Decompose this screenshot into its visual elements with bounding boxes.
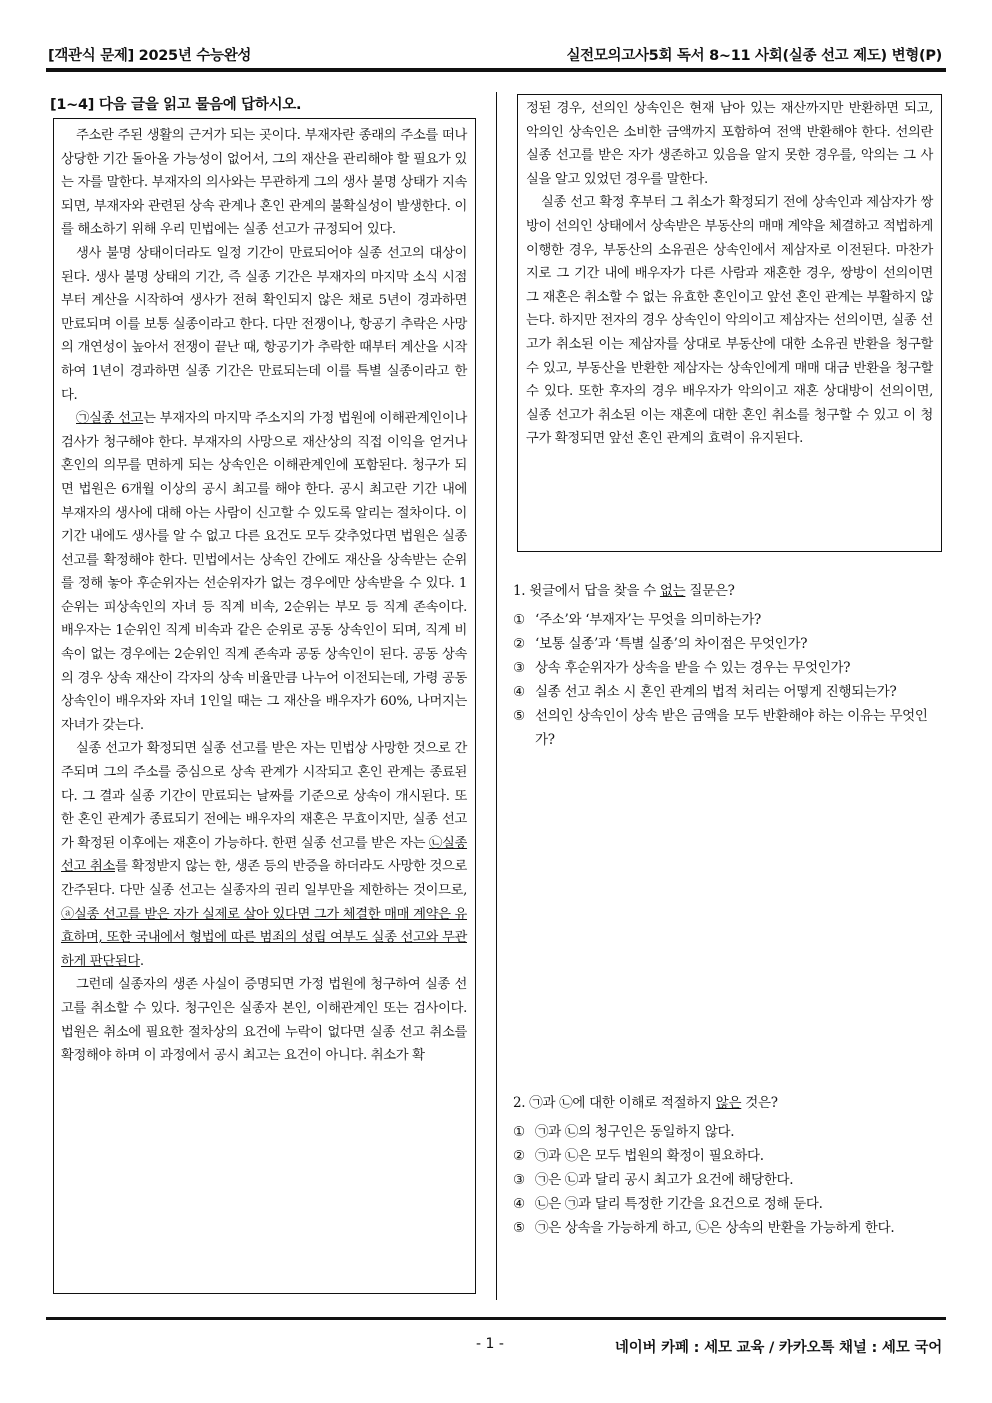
- question-2-choice-4[interactable]: [513, 1192, 941, 1216]
- top-rule: [46, 68, 946, 72]
- choice-text: 실종 선고 취소 시 혼인 관계의 법적 처리는 어떻게 진행되는가?: [535, 684, 897, 700]
- choice-text: ‘보통 실종’과 ‘특별 실종’의 차이점은 무엇인가?: [535, 636, 808, 652]
- question-2-choice-1[interactable]: [513, 1120, 941, 1144]
- choice-number: ②: [513, 636, 525, 652]
- passage-paragraph-4: [61, 737, 467, 973]
- underlined-sentence-a: ⓐ실종 선고를 받은 자가 실제로 살아 있다면 그가 체결한 매매 계약은 유효하며, 또한 국내에서 형법에 따른 범죄의 성립 여부도 실종 선고와 무관하게 판단된다: [61, 906, 467, 969]
- choice-text: 상속 후순위자가 상속을 받을 수 있는 경우는 무엇인가?: [535, 660, 851, 676]
- passage-paragraph-1: 주소란 주된 생활의 근거가 되는 곳이다. 부재자란 종래의 주소를 떠나 상당한 기간 돌아올 가능성이 없어서, 그의 재산을 관리해야 할 필요가 있는 자를 말한다. 부재자의 의사와는 무관하게 그의 생사 불명 상태가 지속되면, 부재자와 관련된 상속 관계나 혼인 관계의 불확실성이 발생한다. 이를 해소하기 위해 우리 민법에는 실종 선고가 규정되어 있다.: [61, 128, 467, 238]
- choice-text: ‘주소’와 ‘부재자’는 무엇을 의미하는가?: [535, 612, 761, 628]
- passage-paragraph-5: 그런데 실종자의 생존 사실이 증명되면 가정 법원에 청구하여 실종 선고를 취소할 수 있다. 청구인은 실종자 본인, 이해관계인 또는 검사이다. 법원은 취소에 필요한 절차상의 요건에 누락이 없다면 실종 선고 취소를 확정해야 하며 이 과정에서 공시 최고는 요건이 아니다. 취소가 확: [61, 977, 467, 1064]
- page-number: - 1 -: [476, 1336, 504, 1352]
- header-title-right: 실전모의고사5회 독서 8~11 사회(실종 선고 제도) 변형(P): [566, 48, 942, 64]
- underlined-term-a: ㉠실종 선고: [76, 411, 144, 427]
- question-1-stem-pre: 1. 윗글에서 답을 찾을 수: [513, 583, 660, 599]
- question-1-choice-2[interactable]: [513, 632, 941, 656]
- question-1-choice-4[interactable]: [513, 680, 941, 704]
- question-2: [513, 1091, 941, 1240]
- choice-number: ⑤: [513, 708, 525, 724]
- choice-number: ③: [513, 1172, 525, 1188]
- choice-text: ㉠과 ㉡은 모두 법원의 확정이 필요하다.: [535, 1148, 764, 1164]
- choice-text: ㉠은 상속을 가능하게 하고, ㉡은 상속의 반환을 가능하게 한다.: [535, 1220, 895, 1236]
- question-1-stem-post: 질문은?: [685, 583, 735, 599]
- instruction: [1~4] 다음 글을 읽고 물음에 답하시오.: [50, 97, 302, 113]
- choice-number: ④: [513, 684, 525, 700]
- passage-paragraph-4-end: .: [139, 953, 144, 969]
- passage-paragraph-3-body: 는 부재자의 마지막 주소지의 가정 법원에 이해관계인이나 검사가 청구해야 한다. 부재자의 사망으로 재산상의 직접 이익을 얻거나 혼인의 의무를 면하게 되는 상속인은 이해관계인에 포함된다. 청구가 되면 법원은 6개월 이상의 공시 최고를 해야 한다. 공시 최고란 기간 내에 부재자의 생사에 대해 아는 사람이 신고할 수 있도록 알리는 절차이다. 이 기간 내에도 생사를 알 수 없고 다른 요건도 모두 갖추었다면 법원은 실종 선고를 확정해야 한다. 민법에서는 상속인 간에도 재산을 상속받는 순위를 정해 놓아 후순위자는 선순위자가 없는 경우에만 상속받을 수 있다. 1순위는 피상속인의 자녀 등 직계 비속, 2순위는 부모 등 직계 존속이다. 배우자는 1순위인 직계 비속과 같은 순위로 공동 상속인이 되며, 직계 비속이 없는 경우에는 2순위인 직계 존속과 공동 상속인이 된다. 공동 상속의 경우 상속 재산이 각자의 상속 비율만큼 나누어 이전되는데, 가령 공동 상속인이 배우자와 자녀 1인일 때는 그 재산을 배우자가 60%, 나머지는 자녀가 갖는다.: [61, 411, 467, 733]
- choice-number: ①: [513, 612, 525, 628]
- passage-paragraph-4-pre: 실종 선고가 확정되면 실종 선고를 받은 자는 민법상 사망한 것으로 간주되며 그의 주소를 중심으로 상속 관계가 시작되고 혼인 관계는 종료된다. 그 결과 실종 기간이 만료되는 날짜를 기준으로 상속이 개시된다. 또한 혼인 관계가 종료되기 전에는 배우자의 재혼은 무효이지만, 실종 선고가 확정된 이후에는 재혼이 가능하다. 한편 실종 선고를 받은 자는: [61, 741, 467, 851]
- choice-text: ㉡은 ㉠과 달리 특정한 기간을 요건으로 정해 둔다.: [535, 1196, 823, 1212]
- passage-paragraph-3: [61, 407, 467, 737]
- passage-paragraph-6: 실종 선고 확정 후부터 그 취소가 확정되기 전에 상속인과 제삼자가 쌍방이 선의인 상태에서 상속받은 부동산의 매매 계약을 체결하고 적법하게 이행한 경우, 부동산의 소유권은 상속인에서 제삼자로 이전된다. 마찬가지로 그 기간 내에 배우자가 다른 사람과 재혼한 경우, 쌍방이 선의이면 그 재혼은 취소할 수 없는 유효한 혼인이고 앞선 혼인 관계는 부활하지 않는다. 하지만 전자의 경우 상속인이 악의이고 제삼자는 선의이면, 실종 선고가 취소된 이는 제삼자를 상대로 부동산에 대한 소유권 반환을 청구할 수 있고, 부동산을 반환한 제삼자는 상속인에게 매매 대금 반환을 청구할 수 있다. 또한 후자의 경우 배우자가 악의이고 재혼 상대방이 선의이면, 실종 선고가 취소된 이는 재혼에 대한 혼인 취소를 청구할 수 있고 이 청구가 확정되면 앞선 혼인 관계의 효력이 유지된다.: [526, 195, 933, 447]
- question-1: [513, 579, 941, 752]
- column-divider: [496, 92, 497, 1300]
- question-1-choice-5[interactable]: [513, 704, 941, 752]
- question-1-choice-1[interactable]: [513, 608, 941, 632]
- passage-paragraph-5-cont: 정된 경우, 선의인 상속인은 현재 남아 있는 재산까지만 반환하면 되고, 악의인 상속인은 소비한 금액까지 포함하여 전액 반환해야 한다. 선의란 실종 선고를 받은 자가 생존하고 있음을 알지 못한 경우를, 악의는 그 사실을 알고 있었던 경우를 말한다.: [526, 101, 933, 187]
- question-1-choice-3[interactable]: [513, 656, 941, 680]
- question-2-choice-3[interactable]: [513, 1168, 941, 1192]
- passage-paragraph-4-mid: 를 확정받지 않는 한, 생존 등의 반증을 하더라도 사망한 것으로 간주된다. 다만 실종 선고는 실종자의 권리 일부만을 제한하는 것이므로,: [61, 859, 468, 898]
- choice-number: ①: [513, 1124, 525, 1140]
- choice-text: ㉠과 ㉡의 청구인은 동일하지 않다.: [535, 1124, 735, 1140]
- passage-box-right: [517, 94, 942, 552]
- choice-text: ㉠은 ㉡과 달리 공시 최고가 요건에 해당한다.: [535, 1172, 794, 1188]
- question-2-stem: [513, 1091, 941, 1111]
- choice-number: ③: [513, 660, 525, 676]
- footer-channel-info: 네이버 카페 : 세모 교육 / 카카오톡 채널 : 세모 국어: [614, 1340, 942, 1356]
- underlined-term-b: ㉡실종 선고 취소: [61, 835, 468, 875]
- bottom-rule: [46, 1317, 946, 1320]
- question-2-stem-pre: 2. ㉠과 ㉡에 대한 이해로 적절하지: [513, 1095, 716, 1111]
- question-2-choice-5[interactable]: [513, 1216, 941, 1240]
- question-2-stem-keyword: 않은: [715, 1095, 742, 1111]
- choice-number: ⑤: [513, 1220, 525, 1236]
- choice-number: ④: [513, 1196, 525, 1212]
- choice-text: 선의인 상속인이 상속 받은 금액을 모두 반환해야 하는 이유는 무엇인가?: [535, 708, 928, 748]
- question-2-choice-2[interactable]: [513, 1144, 941, 1168]
- choice-number: ②: [513, 1148, 525, 1164]
- question-1-stem-keyword: 없는: [659, 583, 686, 599]
- passage-paragraph-2: 생사 불명 상태이더라도 일정 기간이 만료되어야 실종 선고의 대상이 된다. 생사 불명 상태의 기간, 즉 실종 기간은 부재자의 마지막 소식 시점부터 계산을 시작하여 생사가 전혀 확인되지 않은 채로 5년이 경과하면 만료되며 이를 보통 실종이라고 한다. 다만 전쟁이나, 항공기 추락은 사망의 개연성이 높아서 전쟁이 끝난 때, 항공기가 추락한 때부터 계산을 시작하여 1년이 경과하면 실종 기간은 만료되는데 이를 특별 실종이라고 한다.: [61, 245, 467, 403]
- passage-box-left: [53, 118, 476, 1294]
- header-title-left: [객관식 문제] 2025년 수능완성: [48, 48, 252, 64]
- question-1-stem: [513, 579, 941, 599]
- question-2-stem-post: 것은?: [741, 1095, 778, 1111]
